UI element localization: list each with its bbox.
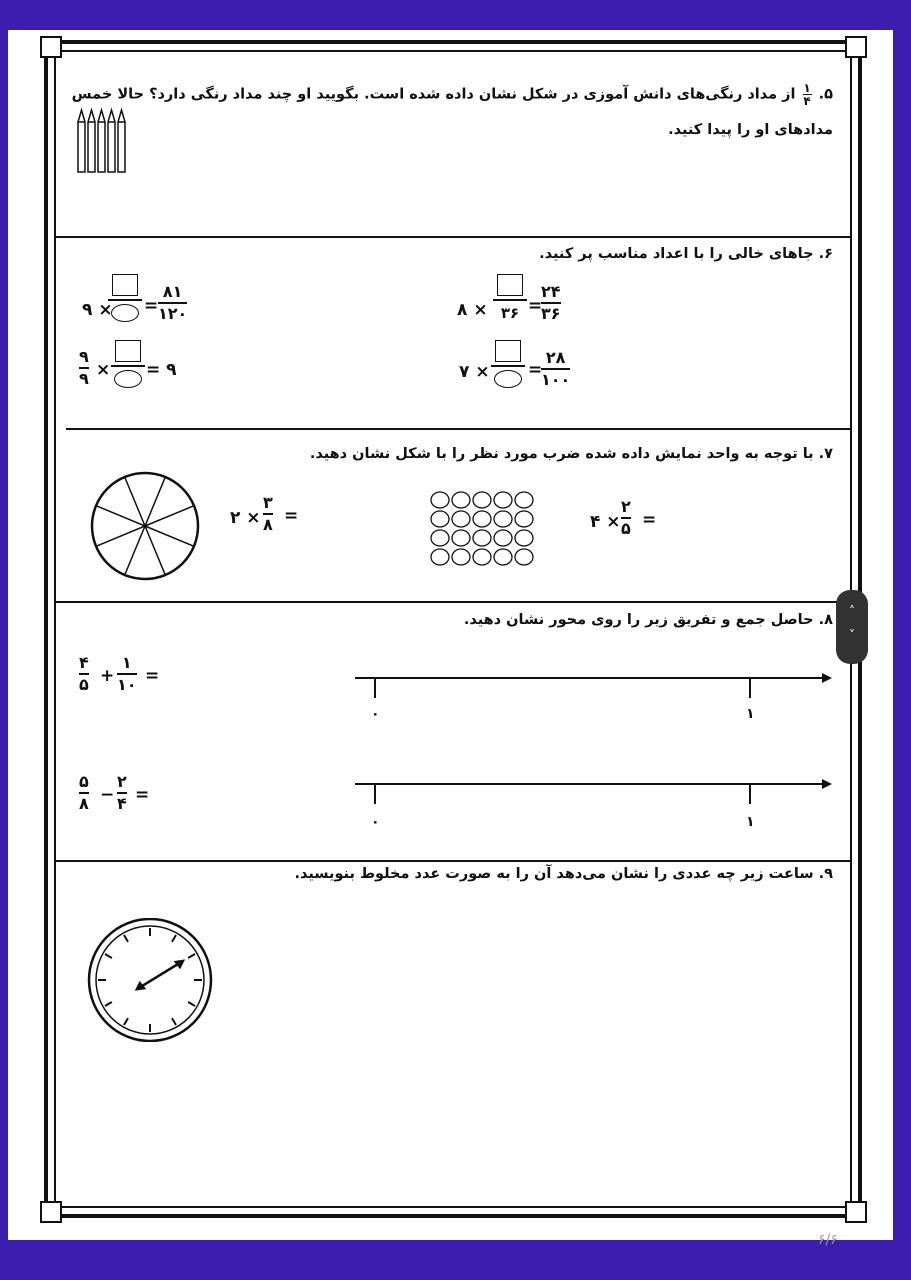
- plus-sign: +: [100, 666, 115, 686]
- section-divider: [54, 601, 852, 603]
- frame-corner: [845, 1201, 867, 1223]
- frame-corner: [40, 36, 62, 58]
- blank-box[interactable]: [497, 274, 523, 296]
- section-divider: [54, 860, 852, 862]
- number-line-1: [350, 668, 840, 728]
- scroll-up-icon[interactable]: ˄: [849, 604, 855, 618]
- q7-expr2-fraction: ۳ ۸: [263, 493, 273, 534]
- equals-sign: =: [528, 296, 543, 316]
- grid-circle: [431, 530, 449, 546]
- grid-circle: [473, 549, 491, 565]
- q7-expr1-fraction: ۲ ۵: [621, 497, 631, 538]
- grid-circle: [515, 511, 533, 527]
- clock-hand: [137, 961, 183, 989]
- q7-title: ۷. با توجه به واحد نمایش داده شده ضرب مورد نظر را با شکل نشان دهید.: [309, 446, 833, 462]
- grid-circle: [494, 492, 512, 508]
- axis-one-label: ۱: [746, 706, 755, 722]
- pencil-icon: [78, 110, 85, 172]
- q5-line1: ۵. ۱ ۴ از مداد رنگی‌های دانش آموزی در شکل نشان داده شده است. بگویید او چند مداد رنگی دارد؟ حالا خمس: [71, 81, 833, 108]
- equals-sign: =: [284, 506, 299, 526]
- blank-oval[interactable]: [111, 304, 139, 322]
- clock-tick: [124, 935, 128, 942]
- pie-circle-icon: [88, 470, 202, 584]
- clock-tick: [105, 1002, 112, 1006]
- grid-circle: [515, 530, 533, 546]
- clock-tick: [105, 954, 112, 958]
- axis-zero-label: ۰: [371, 814, 380, 830]
- q8-expr1-a: ۴ ۵: [79, 653, 89, 694]
- q6a-empty-fraction[interactable]: [493, 274, 527, 322]
- minus-sign: −: [100, 785, 115, 805]
- grid-circle: [431, 549, 449, 565]
- equals-sign: =: [528, 360, 543, 380]
- grid-circle: [431, 492, 449, 508]
- q6c-fraction: ۲۸ ۱۰۰: [541, 348, 571, 389]
- grid-circle: [515, 492, 533, 508]
- q6-title: ۶. جاهای خالی را با اعداد مناسب پر کنید.: [539, 246, 833, 262]
- q6d-fraction: ۹ ۹: [79, 347, 89, 388]
- grid-circle: [452, 511, 470, 527]
- grid-circle: [431, 511, 449, 527]
- equals-sign: =: [145, 666, 160, 686]
- blank-box[interactable]: [495, 340, 521, 362]
- page-number: ۶/۶: [818, 1232, 838, 1248]
- grid-circle: [473, 492, 491, 508]
- q6d-empty-fraction[interactable]: [111, 340, 145, 388]
- grid-circle: [515, 549, 533, 565]
- number-line-2: [350, 774, 840, 834]
- clock-tick: [188, 1002, 195, 1006]
- pencil-icon: [108, 110, 115, 172]
- q8-expr1-b: ۱ ۱۰: [117, 653, 137, 694]
- circles-grid-icon: [428, 490, 542, 570]
- clock-icon: [84, 918, 218, 1042]
- blank-oval[interactable]: [114, 370, 142, 388]
- scroll-control[interactable]: [836, 590, 868, 664]
- equals-sign: =: [135, 785, 150, 805]
- q5-line2: مدادهای او را پیدا کنید.: [668, 122, 833, 138]
- q8-expr2-a: ۵ ۸: [79, 772, 89, 813]
- section-divider: [66, 428, 852, 430]
- clock-tick: [172, 1018, 176, 1025]
- q6a-fraction: ۲۴ ۳۶: [541, 282, 561, 323]
- equals-sign: =: [144, 296, 159, 316]
- frame-corner: [845, 36, 867, 58]
- q6a-given-den: ۳۶: [500, 304, 520, 322]
- clock-tick: [124, 1018, 128, 1025]
- grid-circle: [452, 549, 470, 565]
- times-sign: ×: [96, 360, 111, 380]
- q6b-fraction: ۸۱ ۱۲۰: [158, 282, 188, 323]
- blank-oval[interactable]: [494, 370, 522, 388]
- section-divider: [54, 236, 852, 238]
- grid-circle: [473, 511, 491, 527]
- q6c-left: ۷ ×: [459, 362, 490, 382]
- pencil-icon: [118, 110, 125, 172]
- clock-tick: [188, 954, 195, 958]
- grid-circle: [494, 549, 512, 565]
- pencils-icon: [74, 106, 134, 176]
- frame-corner: [40, 1201, 62, 1223]
- grid-circle: [494, 530, 512, 546]
- blank-box[interactable]: [112, 274, 138, 296]
- q6a-left: ۸ ×: [457, 300, 488, 320]
- scroll-down-icon[interactable]: ˅: [849, 628, 855, 642]
- q6b-left: ۹ ×: [82, 300, 113, 320]
- pencil-icon: [88, 110, 95, 172]
- grid-circle: [494, 511, 512, 527]
- q7-expr2-mult: ۲ ×: [230, 508, 261, 528]
- grid-circle: [473, 530, 491, 546]
- pencil-icon: [98, 110, 105, 172]
- q6b-empty-fraction[interactable]: [108, 274, 142, 322]
- clock-tick: [172, 935, 176, 942]
- grid-circle: [452, 530, 470, 546]
- q8-expr2-b: ۲ ۴: [117, 772, 127, 813]
- q7-expr1-mult: ۴ ×: [590, 512, 621, 532]
- blank-box[interactable]: [115, 340, 141, 362]
- q6c-empty-fraction[interactable]: [491, 340, 525, 388]
- q9-title: ۹. ساعت زیر چه عددی را نشان می‌دهد آن را به صورت عدد مخلوط بنویسید.: [294, 866, 833, 882]
- equals-sign: =: [642, 510, 657, 530]
- q6d-result: = ۹: [146, 360, 177, 380]
- grid-circle: [452, 492, 470, 508]
- axis-zero-label: ۰: [371, 706, 380, 722]
- q8-title: ۸. حاصل جمع و تفریق زیر را روی محور نشان دهید.: [463, 612, 833, 628]
- axis-one-label: ۱: [746, 814, 755, 830]
